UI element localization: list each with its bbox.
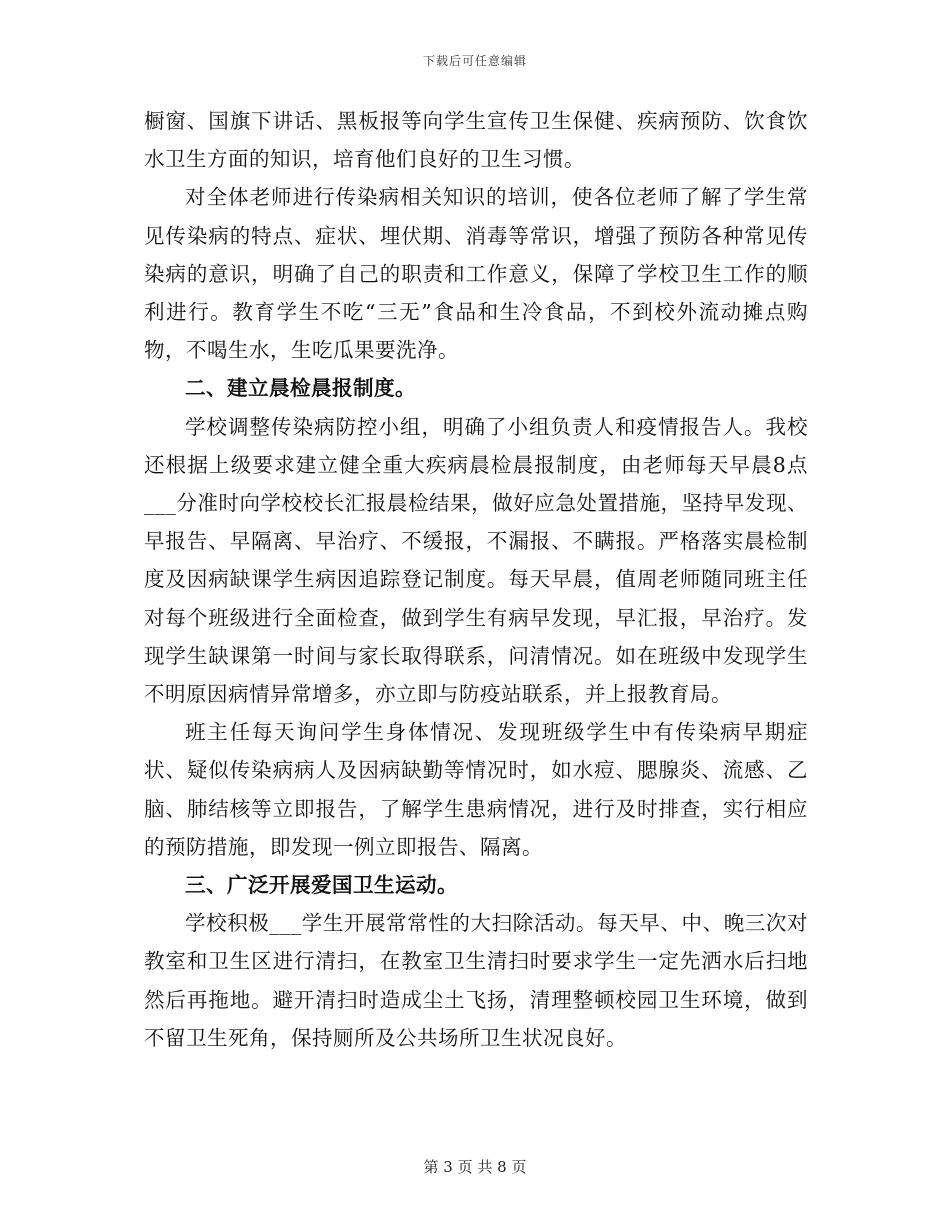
paragraph-publicity: 橱窗、国旗下讲话、黑板报等向学生宣传卫生保健、疾病预防、饮食饮水卫生方面的知识，培育他们良好的卫生习惯。: [144, 109, 808, 172]
page-footer: 第 3 页 共 8 页: [423, 1158, 527, 1176]
section-heading-hygiene-campaign: 三、广泛开展爱国卫生运动。: [185, 873, 458, 898]
page-header: 下载后可任意编辑: [422, 54, 527, 68]
paragraph-head-teacher: 班主任每天询问学生身体情况、发现班级学生中有传染病早期症状、疑似传染病病人及因病缺勤等情况时，如水痘、腮腺炎、流感、乙脑、肺结核等立即报告，了解学生患病情况，进行及时排查，实行相应的预防措施，即发现一例立即报告、隔离。: [144, 720, 808, 859]
document-body: [144, 102, 808, 1057]
paragraph-hygiene-campaign: 学校积极___学生开展常常性的大扫除活动。每天早、中、晚三次对教室和卫生区进行清扫，在教室卫生清扫时要求学生一定先洒水后扫地然后再拖地。避开清扫时造成尘土飞扬，清理整顿校园卫生环境，做到不留卫生死角，保持厕所及公共场所卫生状况良好。: [144, 911, 808, 1050]
paragraph-teacher-training: 对全体老师进行传染病相关知识的培训，使各位老师了解了学生常见传染病的特点、症状、埋伏期、消毒等常识，增强了预防各种常见传染病的意识，明确了自己的职责和工作意义，保障了学校卫生工作的顺利进行。教育学生不吃“三无”食品和生冷食品，不到校外流动摊点购物，不喝生水，生吃瓜果要洗净。: [144, 185, 808, 363]
paragraph-morning-check: 学校调整传染病防控小组，明确了小组负责人和疫情报告人。我校还根据上级要求建立健全重大疾病晨检晨报制度，由老师每天早晨8点___分准时向学校校长汇报晨检结果，做好应急处置措施，坚持早发现、早报告、早隔离、早治疗、不缓报，不漏报、不瞒报。严格落实晨检制度及因病缺课学生病因追踪登记制度。每天早晨，值周老师随同班主任对每个班级进行全面检查，做到学生有病早发现，早汇报，早治疗。发现学生缺课第一时间与家长取得联系，问清情况。如在班级中发现学生不明原因病情异常增多，亦立即与防疫站联系，并上报教育局。: [144, 414, 808, 707]
section-heading-morning-check: 二、建立晨检晨报制度。: [185, 376, 416, 401]
